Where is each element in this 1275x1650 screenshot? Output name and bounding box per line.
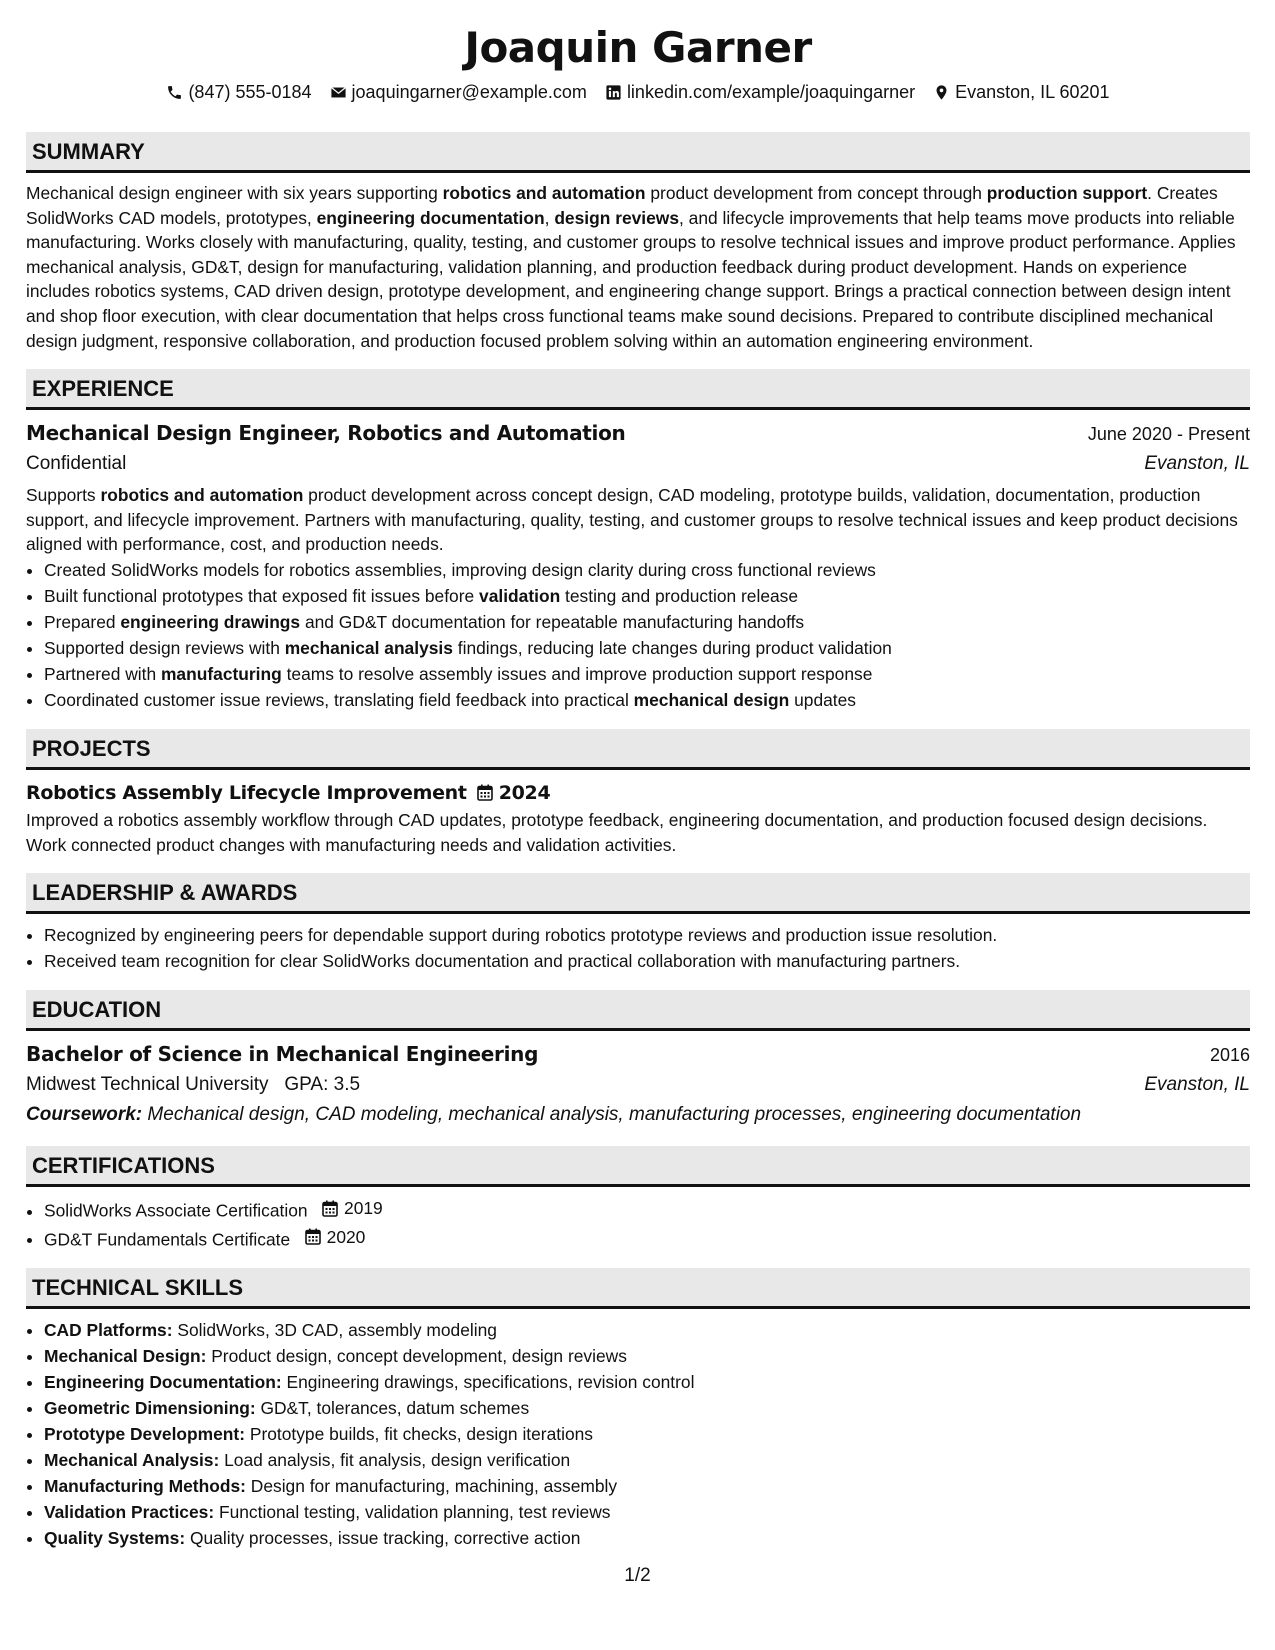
phone-icon (166, 84, 183, 101)
job-bullets (26, 557, 1250, 713)
skill-label: Mechanical Design: (44, 1346, 207, 1367)
certification-date (322, 1195, 383, 1221)
list-item (44, 1224, 1250, 1253)
summary-section (26, 132, 1250, 353)
school-name: Midwest Technical University (26, 1074, 269, 1096)
list-item (44, 1395, 1250, 1421)
list-item: • Prepared engineering drawings and GD&T documentation for repeatable manufacturing handoffs (44, 609, 1250, 635)
skill-value: Design for manufacturing, machining, assembly (250, 1476, 618, 1497)
skill-label: Mechanical Analysis: (44, 1450, 220, 1471)
skill-value: Functional testing, validation planning, test reviews (218, 1502, 611, 1523)
school-location: Evanston, IL (1144, 1074, 1250, 1096)
list-item: • Partnered with manufacturing teams to resolve assembly issues and improve production support response (44, 661, 1250, 687)
projects-section (26, 729, 1250, 857)
emphasis: engineering drawings (120, 611, 301, 632)
job-location: Evanston, IL (1144, 453, 1250, 475)
job-header (26, 418, 1250, 449)
list-item (44, 1195, 1250, 1224)
emphasis: validation (479, 585, 561, 606)
emphasis: mechanical design (633, 689, 790, 710)
contact-email[interactable] (330, 80, 587, 104)
contact-bar (26, 80, 1250, 104)
summary-text: Mechanical design engineer with six years supporting robotics and automation product development from concept through production support. Creates SolidWorks CAD models, prototypes, engineering documentation, design reviews, and lifecycle improvements that help teams move products into reliable manufacturing. Works closely with manufacturing, quality, testing, and customer groups to resolve technical issues and improve product performance. Applies mechanical analysis, GD&T, design for manufacturing, validation planning, and production feedback during product development. Hands on experience includes robotics systems, CAD driven design, prototype development, and engineering change support. Brings a practical connection between design intent and shop floor execution, with clear documentation that helps cross functional teams make sound decisions. Prepared to contribute disciplined mechanical design judgment, responsive collaboration, and production focused problem solving within an automation engineering environment. (26, 183, 1236, 351)
list-item: • Coordinated customer issue reviews, translating field feedback into practical mechanical design updates (44, 687, 1250, 713)
contact-phone (166, 80, 311, 104)
certification-year: 2019 (344, 1198, 383, 1219)
calendar-icon (322, 1200, 338, 1217)
page-number: 1/2 (624, 1565, 651, 1586)
school-row (26, 1070, 1250, 1100)
emphasis: mechanical analysis (284, 637, 453, 658)
coursework (26, 1100, 1250, 1130)
section-heading: EXPERIENCE (26, 369, 1250, 410)
list-item: • Created SolidWorks models for robotics assemblies, improving design clarity during cross functional reviews (44, 557, 1250, 583)
coursework-label: Coursework: (26, 1104, 143, 1126)
leadership-section (26, 873, 1250, 974)
degree-year: 2016 (1209, 1045, 1250, 1066)
skill-value: Engineering drawings, specifications, revision control (286, 1372, 695, 1393)
skill-value: Load analysis, fit analysis, design verification (224, 1450, 571, 1471)
list-item (44, 1473, 1250, 1499)
skill-label: Prototype Development: (44, 1424, 245, 1445)
contact-linkedin[interactable] (605, 80, 915, 104)
emphasis: robotics and automation (442, 183, 646, 203)
list-item (44, 1421, 1250, 1447)
list-item (44, 1343, 1250, 1369)
project-description: Improved a robotics assembly workflow through CAD updates, prototype feedback, engineering documentation, and production focused design decisions. Work connected product changes with manufacturing needs and validation activities. (26, 809, 1208, 855)
certification-year: 2020 (326, 1226, 366, 1247)
section-heading: PROJECTS (26, 729, 1250, 770)
list-item: • Supported design reviews with mechanical analysis findings, reducing late changes during product validation (44, 635, 1250, 661)
emphasis: manufacturing (160, 663, 282, 684)
linkedin-text: linkedin.com/example/joaquingarner (626, 82, 916, 102)
section-heading: LEADERSHIP & AWARDS (26, 873, 1250, 914)
education-section (26, 990, 1250, 1130)
list-item (44, 1499, 1250, 1525)
skill-value: GD&T, tolerances, datum schemes (260, 1398, 530, 1419)
section-heading: EDUCATION (26, 990, 1250, 1031)
certification-list (26, 1195, 1250, 1252)
coursework-list: Mechanical design, CAD modeling, mechanical analysis, manufacturing processes, engineering documentation (147, 1104, 1082, 1126)
skill-label: CAD Platforms: (44, 1320, 173, 1341)
job-dates: June 2020 - Present (1087, 424, 1250, 445)
section-heading: SUMMARY (26, 132, 1250, 173)
list-item (44, 1317, 1250, 1343)
skill-label: Validation Practices: (44, 1502, 215, 1523)
school-info (26, 1070, 360, 1100)
skill-value: Product design, concept development, design reviews (211, 1346, 627, 1367)
skill-label: Engineering Documentation: (44, 1372, 282, 1393)
job-company: Confidential (26, 453, 127, 475)
calendar-icon (477, 784, 493, 801)
skill-value: Quality processes, issue tracking, corrective action (189, 1528, 581, 1549)
skill-value: SolidWorks, 3D CAD, assembly modeling (177, 1320, 497, 1341)
email-text: joaquingarner@example.com (351, 82, 587, 102)
skills-section (26, 1268, 1250, 1551)
envelope-icon (330, 84, 347, 101)
map-pin-icon (933, 84, 950, 101)
list-item (44, 1447, 1250, 1473)
leadership-list (26, 922, 1250, 974)
emphasis: production support (986, 183, 1148, 203)
list-item: • Built functional prototypes that exposed fit issues before validation testing and production release (44, 583, 1250, 609)
skill-label: Quality Systems: (44, 1528, 186, 1549)
certifications-section (26, 1146, 1250, 1252)
section-heading: CERTIFICATIONS (26, 1146, 1250, 1187)
emphasis: design reviews (554, 207, 680, 228)
job-subheader (26, 449, 1250, 479)
contact-location (933, 80, 1109, 104)
project-title: Robotics Assembly Lifecycle Improvement (26, 781, 467, 804)
job-title: Mechanical Design Engineer, Robotics and Automation (26, 421, 626, 446)
list-item: • Received team recognition for clear SolidWorks documentation and practical collaboration with manufacturing partners. (44, 948, 1250, 974)
linkedin-icon (605, 84, 622, 101)
list-item: • Recognized by engineering peers for dependable support during robotics prototype reviews and production issue resolution. (44, 922, 1250, 948)
calendar-icon (305, 1228, 321, 1245)
resume-page (26, 0, 1250, 1551)
project-year: 2024 (498, 781, 551, 804)
gpa: GPA: 3.5 (284, 1074, 361, 1096)
degree-header (26, 1039, 1250, 1070)
experience-section (26, 369, 1250, 713)
skills-list (26, 1317, 1250, 1551)
degree-title: Bachelor of Science in Mechanical Engineering (26, 1042, 539, 1067)
list-item (44, 1525, 1250, 1551)
phone-text: (847) 555-0184 (188, 82, 312, 102)
job-description: Supports robotics and automation product development across concept design, CAD modeling, prototype builds, validation, documentation, production support, and lifecycle improvement. Partners with manufacturing, quality, testing, and customer groups to resolve technical issues and keep product decisions aligned with performance, cost, and production needs. (26, 485, 1238, 555)
certification-name: GD&T Fundamentals Certificate (44, 1229, 291, 1250)
emphasis: robotics and automation (100, 485, 304, 506)
certification-name: SolidWorks Associate Certification (44, 1200, 308, 1221)
skill-value: Prototype builds, fit checks, design iterations (249, 1424, 594, 1445)
skill-label: Geometric Dimensioning: (44, 1398, 256, 1419)
section-heading: TECHNICAL SKILLS (26, 1268, 1250, 1309)
emphasis: engineering documentation (316, 207, 545, 228)
location-text: Evanston, IL 60201 (955, 82, 1110, 102)
list-item (44, 1369, 1250, 1395)
project-date (477, 778, 551, 808)
skill-label: Manufacturing Methods: (44, 1476, 246, 1497)
project-header (26, 778, 1250, 808)
certification-date (305, 1224, 366, 1250)
candidate-name: Joaquin Garner (464, 23, 812, 72)
